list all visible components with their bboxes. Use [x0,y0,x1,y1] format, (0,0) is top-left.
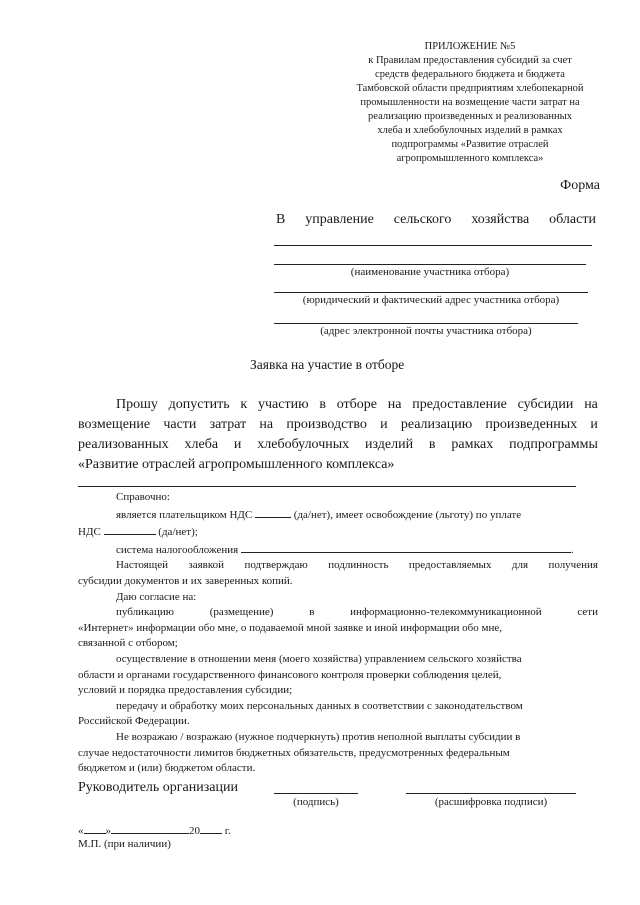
tax-system-label: система налогообложения [116,543,239,556]
personal-data-line-2: Российской Федерации. [78,715,190,728]
publication-line-2: «Интернет» информации обо мне, о подаваемой мной заявке и иной информации обо мне, [78,621,502,634]
word: возмещение [78,417,151,432]
vat-exemption-field[interactable] [104,523,156,535]
appendix-line: хлеба и хлебобулочных изделий в рамках [377,125,563,136]
vat-line-2 [78,523,598,541]
reference-heading: Справочно: [116,491,170,503]
vat-exemption-label: (да/нет), имеет освобождение (льготу) по уплате [293,508,522,521]
word: на [387,397,402,412]
date-year-field[interactable] [200,822,222,834]
appendix-line: промышленности на возмещение части затрат на [360,97,580,108]
participant-address-caption: (юридический и фактический адрес участника отбора) [302,294,560,306]
participant-email-caption: (адрес электронной почты участника отбора) [320,325,532,337]
vat-payer-field[interactable] [255,506,291,518]
recipient-word: хозяйства [471,212,530,227]
request-paragraph [78,395,598,475]
participant-name-caption: (наименование участника отбора) [350,266,510,278]
objection-line-2: случае недостаточности лимитов бюджетных обязательств, предусмотренных федеральным [78,746,510,759]
word: изделий [364,437,414,452]
tax-system-field[interactable] [241,541,571,553]
word: заявкой [188,559,225,572]
word: и [590,417,598,432]
word: Настоящей [116,559,168,572]
request-line [78,435,598,455]
reference-info [78,490,598,777]
objection-line: Не возражаю / возражаю (нужное подчеркнуть) против неполной выплаты субсидии в [116,730,521,743]
recipient-word: В [276,212,286,227]
word: для [511,559,529,572]
form-label: Форма [560,178,600,193]
word: предоставляемых [408,559,492,572]
word: части [163,417,197,432]
appendix-line: подпрограммы «Развитие отраслей [391,139,549,150]
word: и [380,417,388,432]
date-quote-close: » [105,825,111,837]
objection-line-3: бюджетом и (или) бюджетом области. [78,762,256,775]
word: предоставление [412,397,507,412]
tax-system-line: система налогообложения . [78,541,598,559]
request-blank-line[interactable] [78,486,576,487]
appendix-line: к Правилам предоставления субсидий за счет [368,55,572,66]
head-of-organization-label: Руководитель организации [78,780,238,795]
word: (размещение) [209,606,274,619]
appendix-header [320,40,620,166]
word: к [240,397,248,412]
request-line [78,395,598,415]
signature-decode-caption: (расшифровка подписи) [434,796,548,808]
appendix-line: средств федерального бюджета и бюджета [375,69,565,80]
word: хлеба [184,437,219,452]
word: отборе [336,397,378,412]
confirm-line [78,558,598,574]
recipient-blank-line[interactable] [274,245,592,246]
word: субсидии [517,397,574,412]
word: Прошу [116,397,158,412]
date-line [78,822,231,837]
word: сети [577,606,598,619]
stamp-label: М.П. (при наличии) [78,838,171,850]
word: подлинность [328,559,389,572]
word: хлебобулочных [257,437,350,452]
vat-payer-label: является плательщиком НДС [116,508,253,521]
date-day-field[interactable] [84,822,106,834]
recipient-line [276,212,596,228]
request-line [78,455,598,475]
program-name: «Развитие отраслей агропромышленного комплекса» [78,457,395,472]
recipient-word: управление [305,212,374,227]
appendix-line: агропромышленного комплекса» [396,153,544,164]
inspection-line-2: области и органами государственного финансового контроля проверки соблюдения целей, [78,668,502,681]
publication-line-3: связанной с отбором; [78,637,178,650]
word: и [233,437,242,452]
word: затрат [209,417,247,432]
word: участию [258,397,309,412]
request-line [78,415,598,435]
document-title: Заявка на участие в отборе [250,357,405,372]
confirm-line-2: субсидии документов и их заверенных копий. [78,574,293,587]
personal-data-line: передачу и обработку моих персональных данных в соответствии с законодательством [116,699,523,712]
word: в [309,606,315,619]
word: информационно-телекоммуникационной [350,606,542,619]
word: произведенных [485,417,578,432]
signature-decode-line[interactable] [406,793,576,794]
participant-email-line[interactable] [274,323,578,324]
participant-address-line[interactable] [274,292,588,293]
appendix-line: реализацию произведенных и реализованных [368,111,572,122]
word: производство [286,417,367,432]
date-quote-open: « [78,825,84,837]
word: получения [548,559,598,572]
date-year-suffix: г. [224,825,231,837]
recipient-word: сельского [393,212,452,227]
recipient-word: области [549,212,596,227]
appendix-line: Тамбовской области предприятиям хлебопекарной [356,83,584,94]
appendix-title: ПРИЛОЖЕНИЕ №5 [424,41,516,52]
word: допустить [168,397,230,412]
word: на [259,417,274,432]
inspection-line-3: условий и порядка предоставления субсидии; [78,684,293,697]
word: публикацию [116,606,174,619]
word: рамках [451,437,494,452]
signature-caption: (подпись) [293,796,339,808]
consent-heading: Даю согласие на: [116,590,197,603]
date-month-field[interactable] [111,822,189,834]
word: реализованных [78,437,169,452]
word: на [584,397,598,412]
signature-line[interactable] [274,793,358,794]
word: в [428,437,436,452]
inspection-line: осуществление в отношении меня (моего хозяйства) управлением сельского хозяйства [116,652,522,665]
vat-yes-no-label: (да/нет); [158,526,198,539]
word: реализацию [400,417,473,432]
date-year-prefix: 20 [189,825,200,837]
word: в [319,397,326,412]
vat-line [78,506,598,524]
vat-label: НДС [78,526,101,539]
participant-name-line[interactable] [274,264,586,265]
word: подпрограммы [509,437,598,452]
publication-line [78,605,598,621]
word: подтверждаю [244,559,308,572]
